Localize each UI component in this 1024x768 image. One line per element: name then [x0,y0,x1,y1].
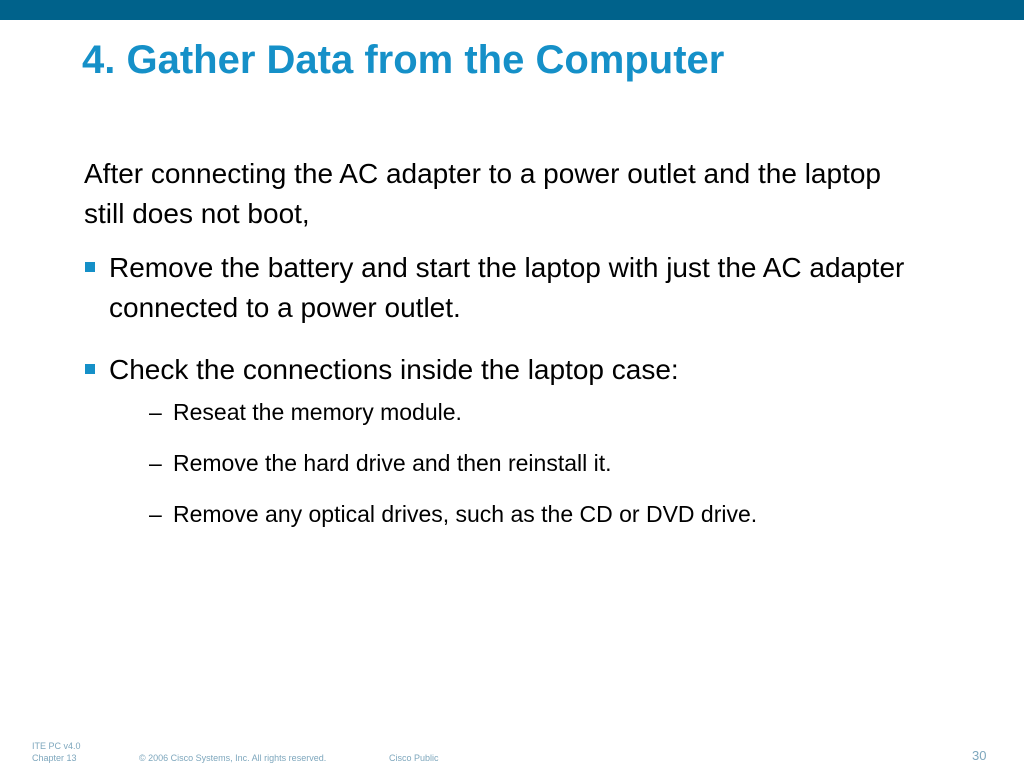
top-banner-bar [0,0,1024,20]
page-number: 30 [972,748,987,763]
footer-course: ITE PC v4.0 [32,741,81,751]
sub-bullet-item [149,447,924,479]
slide-footer [0,738,1024,768]
footer-course-info [32,740,81,764]
dash-bullet-icon: – [149,501,162,527]
bullet-list [84,248,924,530]
sub-bullet-text: Remove the hard drive and then reinstall it. [173,450,612,476]
sub-bullet-item [149,396,924,428]
dash-bullet-icon: – [149,450,162,476]
footer-classification: Cisco Public [389,753,439,763]
slide-title: 4. Gather Data from the Computer [82,38,725,82]
square-bullet-icon [85,364,95,374]
footer-copyright: © 2006 Cisco Systems, Inc. All rights reserved. [139,753,327,763]
bullet-text: Check the connections inside the laptop case: [109,354,679,385]
slide-body [84,154,924,552]
sub-bullet-item [149,498,924,530]
sub-bullet-text: Reseat the memory module. [173,399,462,425]
bullet-item [84,350,924,530]
bullet-item [84,248,924,328]
sub-bullet-text: Remove any optical drives, such as the CD or DVD drive. [173,501,758,527]
sub-bullet-list [109,396,924,530]
dash-bullet-icon: – [149,399,162,425]
bullet-text: Remove the battery and start the laptop with just the AC adapter connected to a power outlet. [109,252,905,323]
footer-chapter: Chapter 13 [32,753,77,763]
intro-paragraph: After connecting the AC adapter to a power outlet and the laptop still does not boot, [84,158,881,229]
square-bullet-icon [85,262,95,272]
